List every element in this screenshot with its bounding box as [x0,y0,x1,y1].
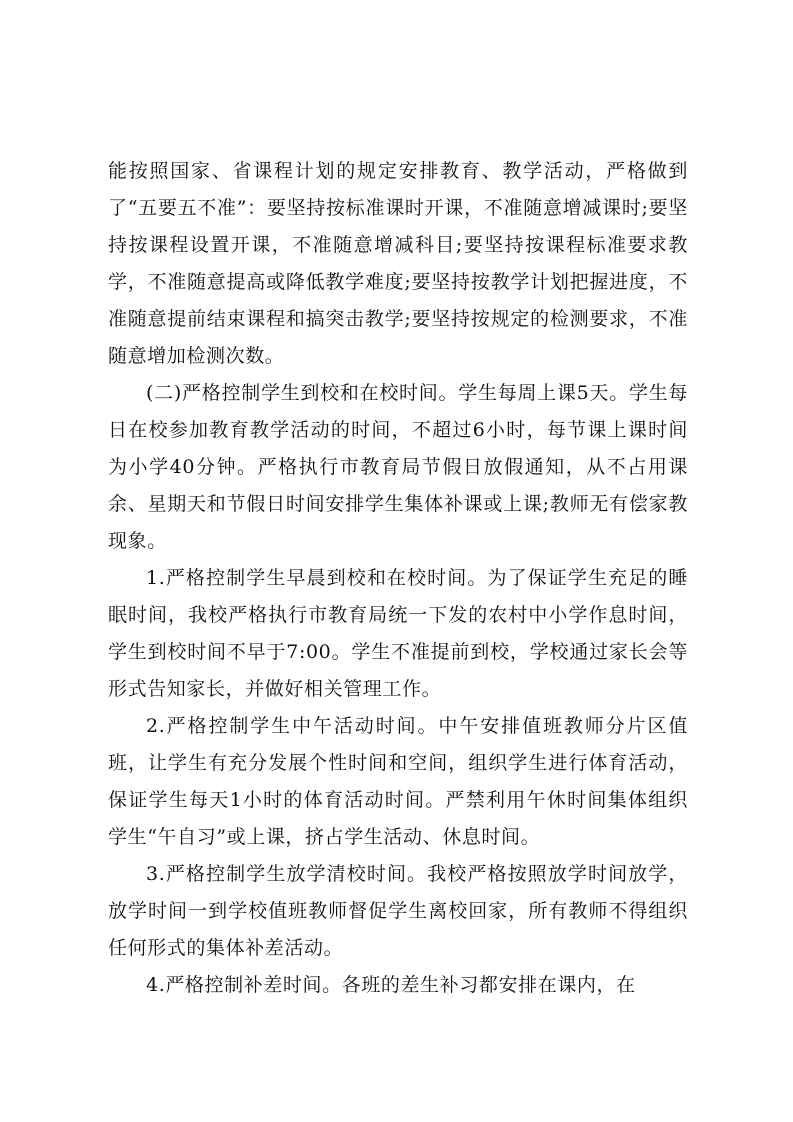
paragraph-section-two: (二)严格控制学生到校和在校时间。学生每周上课5天。学生每日在校参加教育教学活动的时间，不超过6小时，每节课上课时间为小学40分钟。严格执行市教育局节假日放假通知，从不占用课余、星期天和节假日时间安排学生集体补课或上课;教师无有偿家教现象。 [108,382,688,552]
paragraph-item-1: 1.严格控制学生早晨到校和在校时间。为了保证学生充足的睡眠时间，我校严格执行市教育局统一下发的农村中小学作息时间，学生到校时间不早于7:00。学生不准提前到校，学校通过家长会等形式告知家长，并做好相关管理工作。 [108,567,688,700]
paragraph-item-3: 3.严格控制学生放学清校时间。我校严格按照放学时间放学，放学时间一到学校值班教师督促学生离校回家，所有教师不得组织任何形式的集体补差活动。 [108,863,688,959]
paragraph-continuation: 能按照国家、省课程计划的规定安排教育、教学活动，严格做到了“五要五不准”：要坚持按标准课时开课，不准随意增减课时;要坚持按课程设置开课，不准随意增减科目;要坚持按课程标准要求教学，不准随意提高或降低教学难度;要坚持按教学计划把握进度，不准随意提前结束课程和搞突击教学;要坚持按规定的检测要求，不准随意增加检测次数。 [108,160,688,367]
paragraph-item-4: 4.严格控制补差时间。各班的差生补习都安排在课内，在 [146,974,636,996]
paragraph-item-2: 2.严格控制学生中午活动时间。中午安排值班教师分片区值班，让学生有充分发展个性时间和空间，组织学生进行体育活动，保证学生每天1小时的体育活动时间。严禁利用午休时间集体组织学生“午自习”或上课，挤占学生活动、休息时间。 [108,715,688,848]
document-body [108,153,688,1004]
